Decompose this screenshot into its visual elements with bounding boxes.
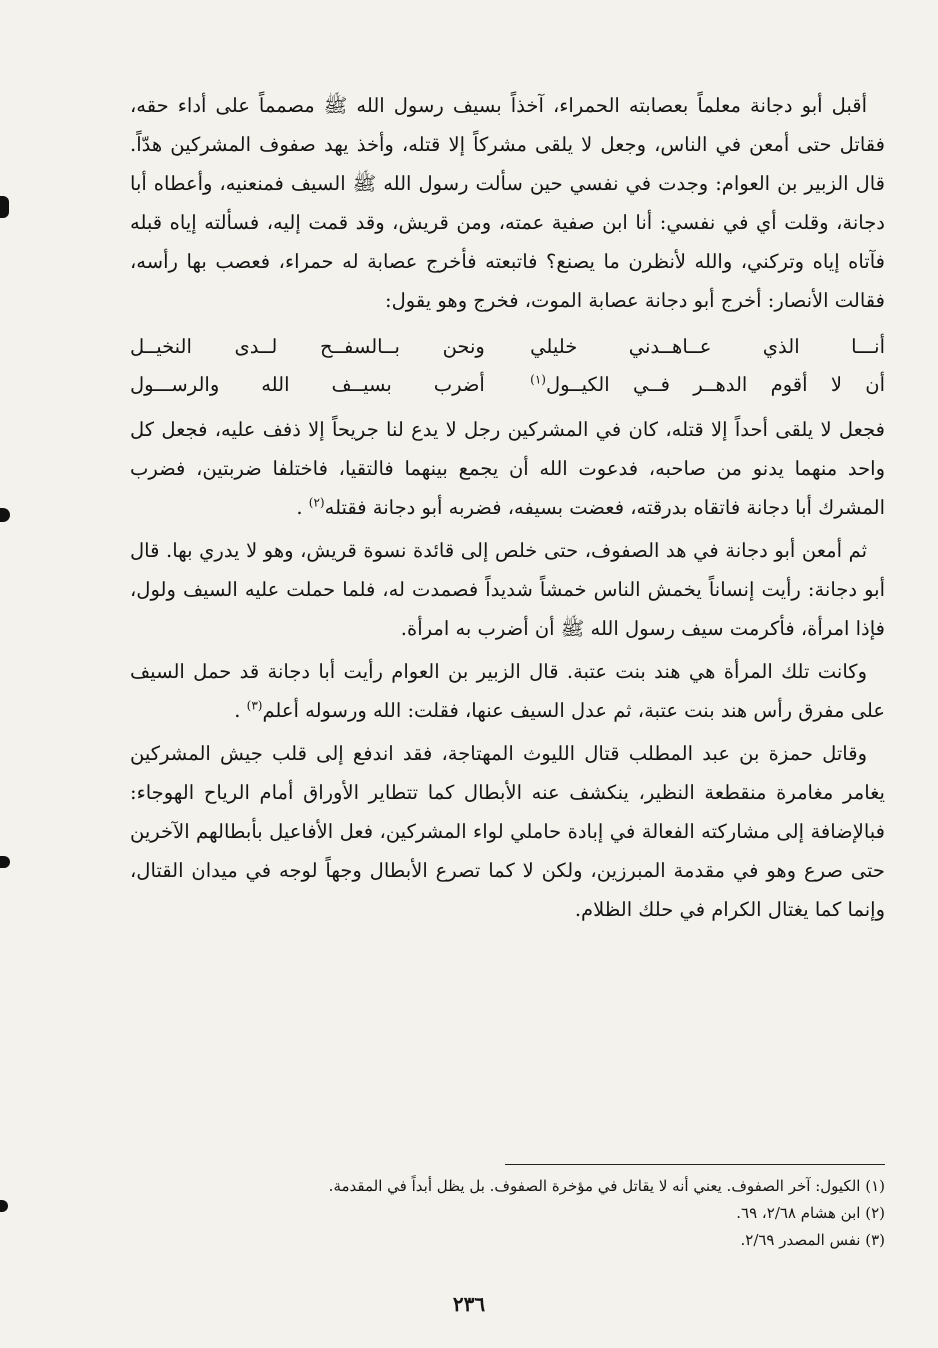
poem-hemistich-second: أضرب بسيــف الله والرســـول	[130, 373, 485, 396]
footnote-ref: (٢)	[308, 495, 325, 510]
poem-hemistich-second: ونحن بــالسفــح لــدى النخيــل	[130, 335, 485, 358]
paragraph-duel: فجعل لا يلقى أحداً إلا قتله، كان في المشركين رجل لا يدع لنا جريحاً إلا ذفف عليه، فجعل كل واحد منهما يدنو من صاحبه، فدعوت الله أن يجمع بينهما فالتقيا، فاختلفا ضربتين، فضرب المشرك أبا دجانة فاتقاه بدرقته، فعضت بسيفه، فضربه أبو دجانة فقتله$^{(٢)}$ .	[130, 418, 885, 519]
poem-verse	[130, 328, 885, 366]
page-number: ٢٣٦	[452, 1292, 486, 1316]
scan-mark	[0, 508, 10, 522]
footnote: (٢) ابن هشام ٢/٦٨، ٦٩.	[736, 1204, 885, 1222]
footnote: (٣) نفس المصدر ٢/٦٩.	[740, 1231, 885, 1249]
paragraph-hind: ثم أمعن أبو دجانة في هد الصفوف، حتى خلص إلى قائدة نسوة قريش، وهو لا يدري بها. قال أبو دجانة: رأيت إنساناً يخمش الناس خمشاً شديداً فصمدت له، فلما حملت عليه السيف ولول، فإذا امرأة، فأكرمت سيف رسول الله ﷺ أن أضرب به امرأة.	[130, 539, 885, 640]
poem-hemistich-first: أنـــا الذي عــاهــدني خليلي	[530, 335, 885, 358]
footnote-ref: (١)	[530, 372, 546, 387]
footnote-divider	[505, 1164, 885, 1165]
paragraph-hamza: وقاتل حمزة بن عبد المطلب قتال الليوث المهتاجة، فقد اندفع إلى قلب جيش المشركين يغامر مغامرة منقطعة النظير، ينكشف عنه الأبطال كما تتطاير الأوراق أمام الرياح الهوجاء: فبالإضافة إلى مشاركته الفعالة في إبادة حاملي لواء المشركين، فعل الأفاعيل بأبطالهم الآخرين حتى صرع وهو في مقدمة المبرزين، ولكن لا كما تصرع الأبطال وجهاً لوجه في ميدان القتال، وإنما كما يغتال الكرام في حلك الظلام.	[130, 742, 885, 921]
document-body	[130, 86, 885, 933]
poem-verse	[130, 366, 885, 404]
scan-mark	[0, 196, 9, 218]
footnotes	[200, 1173, 885, 1254]
footnote-ref: (٣)	[246, 698, 263, 713]
paragraph-abu-dujana: أقبل أبو دجانة معلماً بعصابته الحمراء، آخذاً بسيف رسول الله ﷺ مصمماً على أداء حقه، فقاتل حتى أمعن في الناس، وجعل لا يلقى مشركاً إلا قتله، وأخذ يهد صفوف المشركين هدّاً. قال الزبير بن العوام: وجدت في نفسي حين سألت رسول الله ﷺ السيف فمنعنيه، وأعطاه أبا دجانة، وقلت أي في نفسي: أنا ابن صفية عمته، ومن قريش، وقد قمت إليه، فسألته إياه قبله فآتاه إياه وتركني، والله لأنظرن ما يصنع؟ فاتبعته فأخرج عصابة له حمراء، فعصب بها رأسه، فقالت الأنصار: أخرج أبو دجانة عصابة الموت، فخرج وهو يقول:	[130, 94, 885, 312]
poem-hemistich-first: أن لا أقوم الدهــر فــي الكيــول$^{(١)}$	[530, 372, 885, 396]
scan-mark	[0, 856, 10, 868]
paragraph-zubair: وكانت تلك المرأة هي هند بنت عتبة. قال الزبير بن العوام رأيت أبا دجانة قد حمل السيف على مفرق رأس هند بنت عتبة، ثم عدل السيف عنها، فقلت: الله ورسوله أعلم$^{(٣)}$ .	[130, 660, 885, 722]
poem	[130, 328, 885, 404]
footnote: (١) الكيول: آخر الصفوف. يعني أنه لا يقاتل في مؤخرة الصفوف. بل يظل أبداً في المقدمة.	[328, 1177, 885, 1195]
scan-mark	[0, 1200, 8, 1212]
